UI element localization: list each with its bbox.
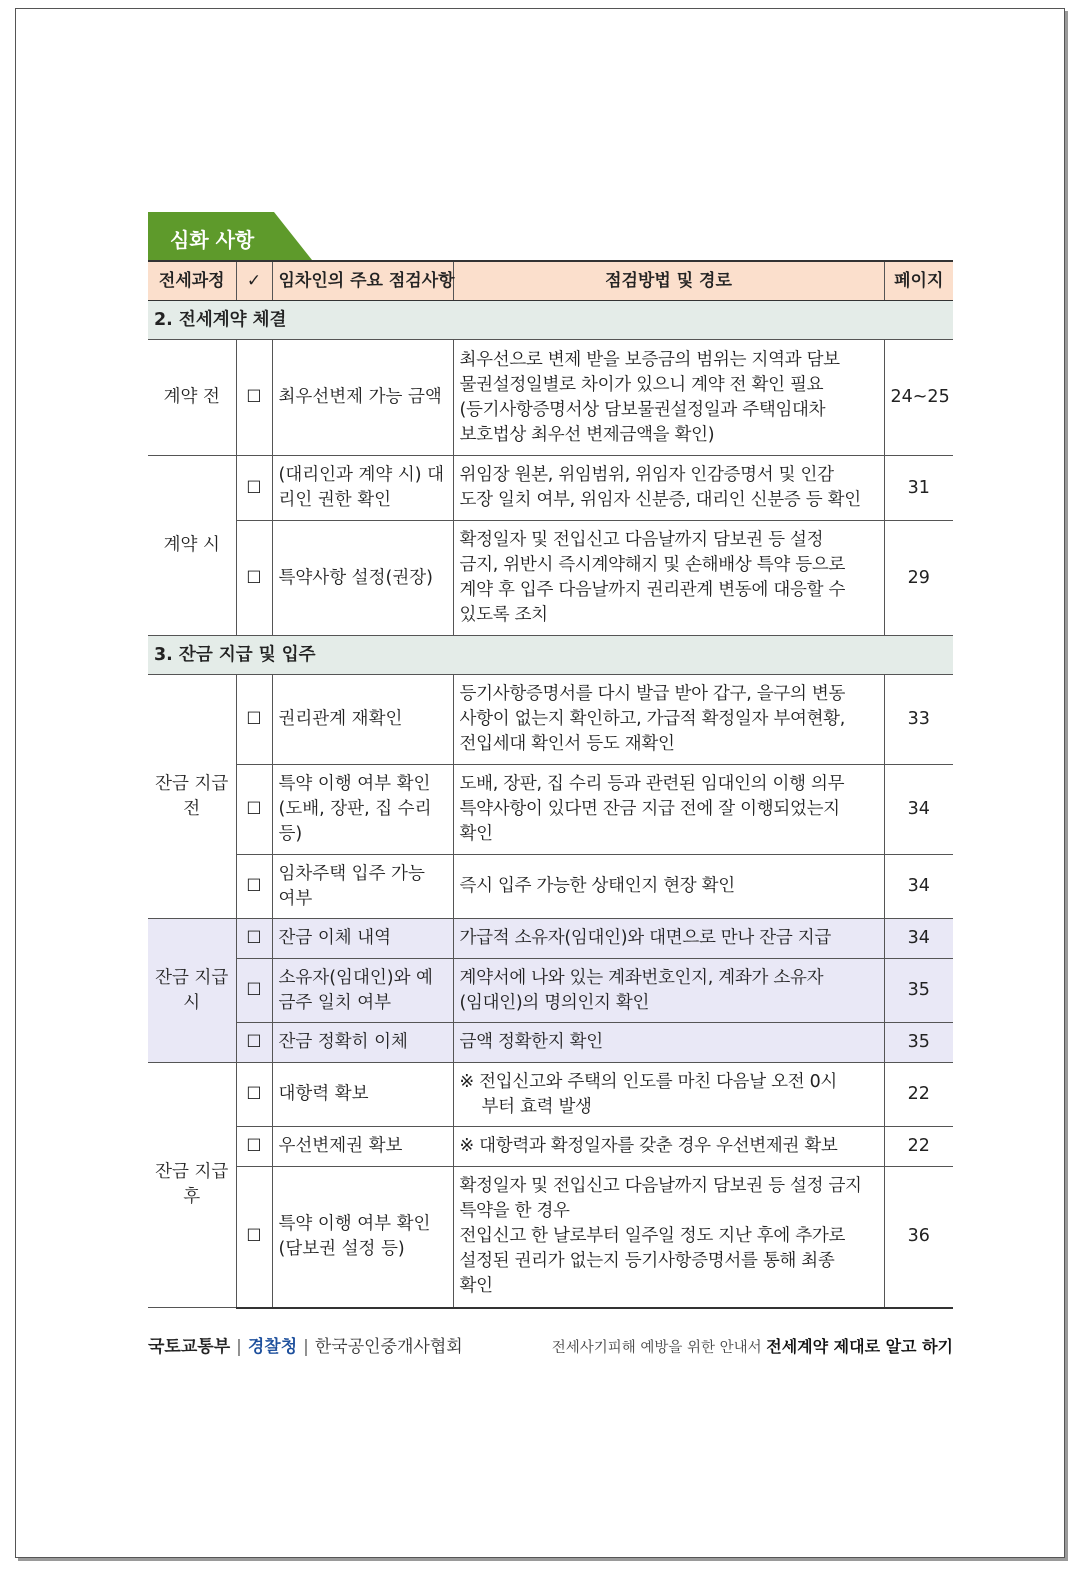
checkbox[interactable]: ☐ <box>236 855 272 919</box>
table-row <box>148 456 953 521</box>
section-title: 2. 전세계약 체결 <box>148 301 953 340</box>
method-line: 금지, 위반시 즉시계약해지 및 손해배상 특약 등으로 <box>459 555 846 575</box>
method-line: 가급적 소유자(임대인)와 대면으로 만나 잔금 지급 <box>459 928 831 948</box>
method-line: 최우선으로 변제 받을 보증금의 범위는 지역과 담보 <box>459 349 840 370</box>
table-row <box>148 959 953 1023</box>
checkbox[interactable]: ☐ <box>236 1127 272 1167</box>
method-line: 확인 <box>459 1276 493 1297</box>
page-cell: 22 <box>884 1127 953 1167</box>
checkbox[interactable]: ☐ <box>236 1167 272 1308</box>
page-cell: 24~25 <box>884 340 953 456</box>
guide-title: 전세계약 제대로 알고 하기 <box>766 1337 953 1356</box>
checkbox[interactable]: ☐ <box>236 456 272 521</box>
guide-prefix: 전세사기피해 예방을 위한 안내서 <box>551 1340 762 1356</box>
table-row <box>148 340 953 456</box>
method-cell <box>453 340 884 456</box>
method-line: 금액 정확한지 확인 <box>459 1032 603 1052</box>
item-cell: 특약사항 설정(권장) <box>272 521 453 636</box>
checkbox[interactable]: ☐ <box>236 1063 272 1127</box>
divider: | <box>303 1337 309 1357</box>
page-cell: 29 <box>884 521 953 636</box>
method-line: 확정일자 및 전입신고 다음날까지 담보권 등 설정 금지 <box>459 1176 862 1197</box>
method-cell <box>453 765 884 855</box>
item-cell: 대항력 확보 <box>272 1063 453 1127</box>
page-cell: 35 <box>884 1023 953 1063</box>
item-cell: 소유자(임대인)와 예금주 일치 여부 <box>272 959 453 1023</box>
item-cell: 특약 이행 여부 확인 (담보권 설정 등) <box>272 1167 453 1308</box>
section-title: 3. 잔금 지급 및 입주 <box>148 636 953 675</box>
method-line: 확정일자 및 전입신고 다음날까지 담보권 등 설정 <box>459 530 824 550</box>
column-header-stage: 전세과정 <box>148 261 236 301</box>
stage-cell: 잔금 지급 전 <box>148 675 236 919</box>
method-cell <box>453 1063 884 1127</box>
police-name: 경찰청 <box>247 1337 298 1357</box>
column-header-method: 점검방법 및 경로 <box>453 261 884 301</box>
method-cell <box>453 855 884 919</box>
column-header-item: 임차인의 주요 점검사항 <box>272 261 453 301</box>
method-line: (임대인)의 명의인지 확인 <box>459 992 650 1013</box>
table-row <box>148 1167 953 1308</box>
page-cell: 34 <box>884 855 953 919</box>
item-cell: 최우선변제 가능 금액 <box>272 340 453 456</box>
method-line: 특약사항이 있다면 잔금 지급 전에 잘 이행되었는지 <box>459 799 840 819</box>
page-cell: 33 <box>884 675 953 765</box>
method-line: 전입신고 한 날로부터 일주일 정도 지난 후에 추가로 <box>459 1226 846 1247</box>
method-cell <box>453 1127 884 1167</box>
method-line: 사항이 없는지 확인하고, 가급적 확정일자 부여현황, <box>459 709 846 729</box>
method-line: 도배, 장판, 집 수리 등과 관련된 임대인의 이행 의무 <box>459 774 845 794</box>
page-cell: 31 <box>884 456 953 521</box>
footer-publishers <box>148 1332 463 1357</box>
section-row <box>148 301 953 340</box>
item-cell: 우선변제권 확보 <box>272 1127 453 1167</box>
method-line: 등기사항증명서를 다시 발급 받아 갑구, 을구의 변동 <box>459 684 846 704</box>
ministry-name: 국토교통부 <box>148 1337 231 1357</box>
method-cell <box>453 521 884 636</box>
page-cell: 35 <box>884 959 953 1023</box>
method-line: 계약서에 나와 있는 계좌번호인지, 계좌가 소유자 <box>459 967 824 988</box>
method-line: 있도록 조치 <box>459 605 548 625</box>
method-line: 확인 <box>459 824 493 844</box>
page-cell: 34 <box>884 765 953 855</box>
checklist-table <box>148 260 953 1309</box>
checkbox[interactable]: ☐ <box>236 675 272 765</box>
divider: | <box>236 1337 242 1357</box>
method-line: ※ 대항력과 확정일자를 갖춘 경우 우선변제권 확보 <box>459 1136 838 1156</box>
checkbox[interactable]: ☐ <box>236 521 272 636</box>
table-row <box>148 855 953 919</box>
method-line: 설정된 권리가 없는지 등기사항증명서를 통해 최종 <box>459 1251 835 1272</box>
table-row <box>148 919 953 959</box>
page-cell: 22 <box>884 1063 953 1127</box>
stage-cell: 계약 전 <box>148 340 236 456</box>
column-header-page: 페이지 <box>884 261 953 301</box>
stage-cell: 계약 시 <box>148 456 236 636</box>
method-line: ※ 전입신고와 주택의 인도를 마친 다음날 오전 0시 <box>459 1071 838 1092</box>
method-cell <box>453 456 884 521</box>
table-row <box>148 1063 953 1127</box>
method-line: 위임장 원본, 위임범위, 위임자 인감증명서 및 인감 <box>459 465 834 485</box>
method-line: 물권설정일별로 차이가 있으니 계약 전 확인 필요 <box>459 374 824 395</box>
table-row <box>148 1127 953 1167</box>
checkbox[interactable]: ☐ <box>236 919 272 959</box>
method-cell <box>453 919 884 959</box>
footer-guide <box>552 1334 953 1357</box>
method-line: 도장 일치 여부, 위임자 신분증, 대리인 신분증 등 확인 <box>459 490 861 510</box>
table-row <box>148 1023 953 1063</box>
item-cell: 권리관계 재확인 <box>272 675 453 765</box>
method-cell <box>453 675 884 765</box>
table-row <box>148 675 953 765</box>
table-header-row <box>148 261 953 301</box>
stage-cell: 잔금 지급 시 <box>148 919 236 1063</box>
method-cell <box>453 1023 884 1063</box>
item-cell: 잔금 정확히 이체 <box>272 1023 453 1063</box>
column-header-check: ✓ <box>236 261 272 301</box>
method-line: 보호법상 최우선 변제금액을 확인) <box>459 424 715 445</box>
method-line: 즉시 입주 가능한 상태인지 현장 확인 <box>459 876 735 896</box>
method-line: (등기사항증명서상 담보물권설정일과 주택임대차 <box>459 399 826 420</box>
checkbox[interactable]: ☐ <box>236 1023 272 1063</box>
method-cell <box>453 1167 884 1308</box>
table-row <box>148 521 953 636</box>
stage-cell: 잔금 지급 후 <box>148 1063 236 1308</box>
item-cell: 잔금 이체 내역 <box>272 919 453 959</box>
checkbox[interactable]: ☐ <box>236 340 272 456</box>
item-cell: (대리인과 계약 시) 대리인 권한 확인 <box>272 456 453 521</box>
page-cell: 34 <box>884 919 953 959</box>
section-tab <box>148 212 312 260</box>
section-row <box>148 636 953 675</box>
method-cell <box>453 959 884 1023</box>
item-cell: 임차주택 입주 가능 여부 <box>272 855 453 919</box>
method-line: 계약 후 입주 다음날까지 권리관계 변동에 대응할 수 <box>459 580 846 600</box>
checkbox[interactable]: ☐ <box>236 959 272 1023</box>
method-line: 전입세대 확인서 등도 재확인 <box>459 734 675 754</box>
association-name: 한국공인중개사협회 <box>314 1337 463 1357</box>
page-cell: 36 <box>884 1167 953 1308</box>
method-line: 부터 효력 발생 <box>481 1096 592 1117</box>
table-row <box>148 765 953 855</box>
method-line: 특약을 한 경우 <box>459 1201 570 1222</box>
checkbox[interactable]: ☐ <box>236 765 272 855</box>
section-tab-label: 심화 사항 <box>170 228 255 252</box>
item-cell: 특약 이행 여부 확인 (도배, 장판, 집 수리 등) <box>272 765 453 855</box>
